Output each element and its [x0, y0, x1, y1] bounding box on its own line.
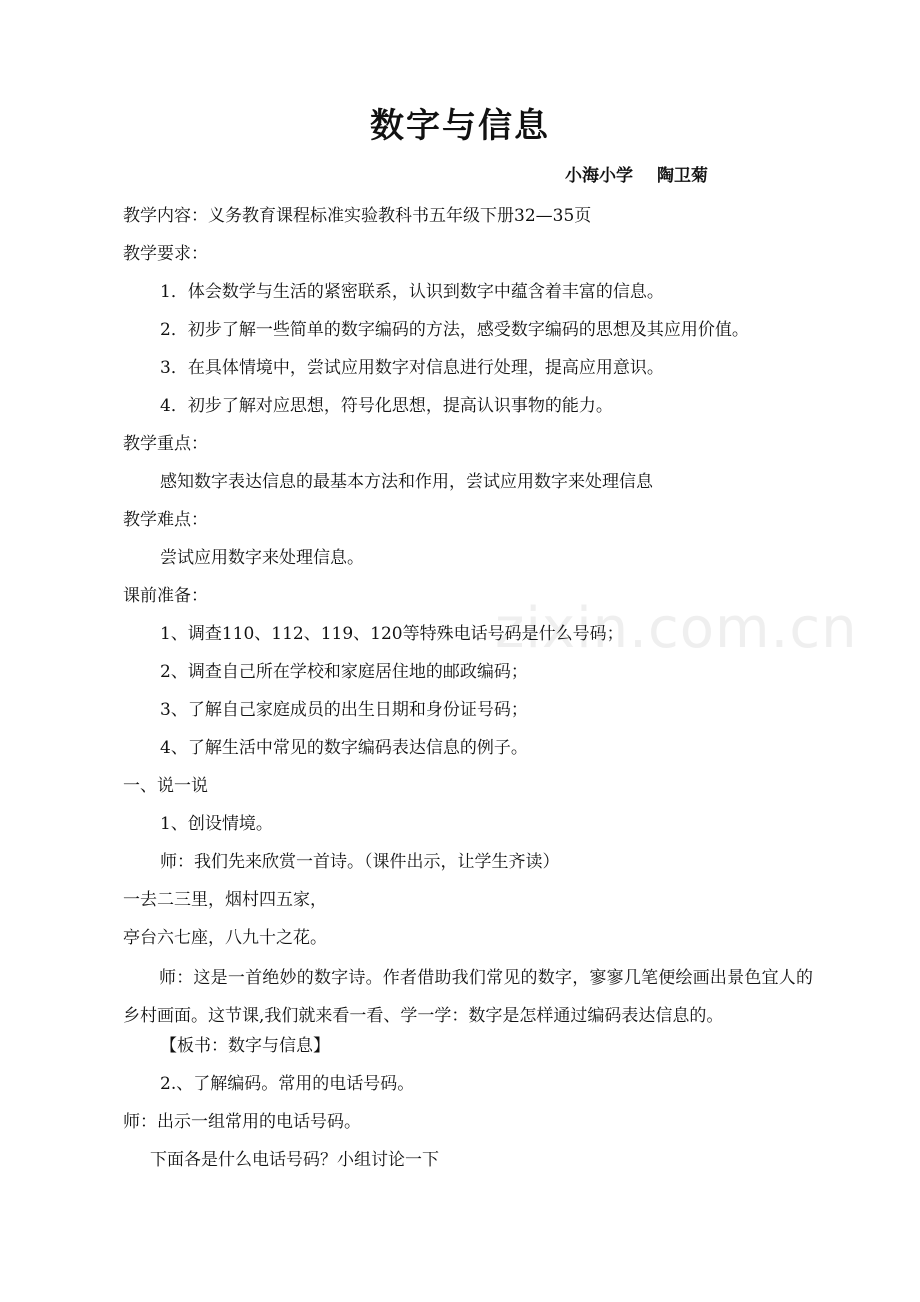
poem-line: 一去二三里，烟村四五家， [123, 890, 327, 910]
author-name: 陶卫菊 [657, 166, 708, 186]
teaching-content: 教学内容：义务教育课程标准实验教科书五年级下册32—35页 [123, 206, 592, 226]
byline [565, 164, 708, 188]
page-title: 数字与信息 [370, 106, 550, 146]
poem-line: 亭台六七座，八九十之花。 [123, 928, 327, 948]
preparation-item: 1、调查110、112、119、120等特殊电话号码是什么号码； [160, 624, 624, 644]
watermark: zixin.com.cn [495, 596, 858, 661]
preparation-item: 4、了解生活中常见的数字编码表达信息的例子。 [160, 738, 528, 758]
difficulties-text: 尝试应用数字来处理信息。 [160, 548, 364, 568]
school-name: 小海小学 [565, 166, 633, 186]
section-heading: 一、说一说 [123, 776, 208, 796]
requirement-item: 2．初步了解一些简单的数字编码的方法，感受数字编码的思想及其应用价值。 [160, 320, 749, 340]
step-heading: 2.、了解编码。常用的电话号码。 [160, 1074, 415, 1094]
requirement-item: 1．体会数学与生活的紧密联系，认识到数字中蕴含着丰富的信息。 [160, 282, 664, 302]
step-heading: 1、创设情境。 [160, 814, 273, 834]
difficulties-heading: 教学难点： [123, 510, 208, 530]
teacher-paragraph: 师：这是一首绝妙的数字诗。作者借助我们常见的数字，寥寥几笔便绘画出景色宜人的乡村画面。这节课,我们就来看一看、学一学：数字是怎样通过编码表达信息的。 [123, 968, 813, 1026]
teacher-line: 师：出示一组常用的电话号码。 [123, 1112, 361, 1132]
requirements-heading: 教学要求： [123, 244, 208, 264]
requirement-item: 3．在具体情境中，尝试应用数字对信息进行处理，提高应用意识。 [160, 358, 664, 378]
key-points-text: 感知数字表达信息的最基本方法和作用，尝试应用数字来处理信息 [160, 472, 653, 492]
requirement-item: 4．初步了解对应思想，符号化思想，提高认识事物的能力。 [160, 396, 613, 416]
preparation-item: 3、了解自己家庭成员的出生日期和身份证号码； [160, 700, 528, 720]
key-points-heading: 教学重点： [123, 434, 208, 454]
discussion-prompt: 下面各是什么电话号码？小组讨论一下 [150, 1150, 439, 1170]
preparation-item: 2、调查自己所在学校和家庭居住地的邮政编码； [160, 662, 528, 682]
preparation-heading: 课前准备： [123, 586, 208, 606]
teacher-line: 师：我们先来欣赏一首诗。（课件出示，让学生齐读） [160, 852, 560, 872]
blackboard-note: 【板书：数字与信息】 [160, 1036, 330, 1056]
